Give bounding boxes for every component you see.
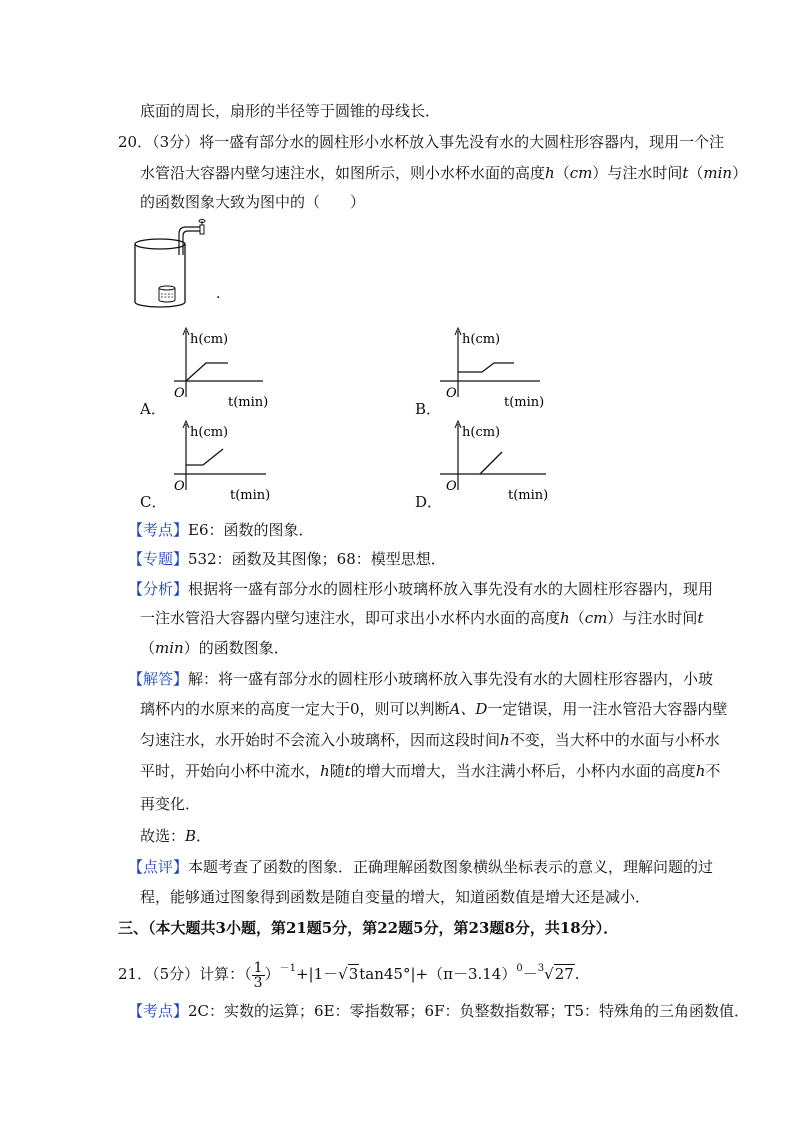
- q21-part3: +|1－: [295, 965, 339, 983]
- q20-jieda-line2: [140, 698, 727, 720]
- q20-fenxi-line3: （min）的函数图象．: [140, 639, 289, 657]
- fenxi-tag: 【分析】: [128, 580, 189, 598]
- option-a-yaxis-label: h(cm): [190, 332, 229, 347]
- q21-kaodian-tag: 【考点】: [128, 1002, 189, 1020]
- option-c-curve: [186, 449, 223, 465]
- q21-number: 21．: [118, 965, 153, 983]
- q20-jieda-line1: [128, 668, 713, 690]
- section3-heading: 三、（本大题共3小题，第21题5分，第22题5分，第23题8分，共18分）．: [118, 919, 619, 937]
- fenxi-line2a: 一注水管沿大容器内壁匀速注水，即可求出小水杯内水面的高度: [140, 609, 561, 627]
- option-b-xaxis-label: t(min): [504, 395, 545, 410]
- option-b-origin: O: [446, 386, 457, 401]
- jieda-AD: A、D: [449, 700, 488, 718]
- jieda-line3a: 匀速注水，水开始时不会流入小玻璃杯，因而这段时间: [140, 731, 501, 749]
- option-b-yaxis-label: h(cm): [462, 332, 501, 347]
- q20-stem-line2b: 与注水时间: [607, 164, 683, 182]
- fenxi-min: min: [155, 639, 184, 657]
- q20-fenxi-line2: 一注水管沿大容器内壁匀速注水，即可求出小水杯内水面的高度h（cm）与注水时间t: [140, 609, 704, 627]
- dianping-tag: 【点评】: [128, 858, 189, 876]
- option-d-label: D．: [415, 493, 443, 511]
- q21-score: （5分）: [152, 965, 200, 983]
- q21-line: 21．（5分）计算：（ $\frac{1}{3}$ ）$^{-1}+|1-√3\tan 45^\circ|+(\pi-3.14)^0-^3√27$.: [118, 959, 580, 991]
- fenxi-t: t: [697, 609, 704, 627]
- fenxi-cm: cm: [584, 609, 608, 627]
- fenxi-line3: 的函数图象．: [198, 639, 289, 657]
- q21-part2: ）: [264, 965, 280, 983]
- continued-text: 底面的周长，扇形的半径等于圆锥的母线长．: [140, 102, 441, 120]
- option-c-origin: O: [174, 479, 185, 494]
- container-figure: [128, 218, 238, 318]
- option-b-label: B．: [415, 400, 442, 418]
- fenxi-line1: 根据将一盛有部分水的圆柱形小玻璃杯放入事先没有水的大圆柱形容器内，现用: [188, 580, 714, 598]
- q20-zhuanti: [128, 548, 446, 570]
- jieda-line3b: 不变，当大杯中的水面与小杯水: [509, 731, 720, 749]
- jieda-h2: h: [320, 762, 330, 780]
- jieda-tag: 【解答】: [128, 670, 189, 688]
- q21-lead: 计算：（: [199, 965, 252, 983]
- option-d-graph[interactable]: [440, 418, 550, 503]
- q20-dianping-line2: 程，能够通过图象得到函数是随自变量的增大，知道函数值是增大还是减小．: [140, 888, 651, 906]
- option-c-graph[interactable]: [168, 418, 273, 503]
- jieda-line2a: 璃杯内的水原来的高度一定大于0，则可以判断: [140, 700, 450, 718]
- q21-frac-den: 3: [253, 974, 263, 991]
- option-a-xaxis-label: t(min): [228, 395, 268, 410]
- q21-cbrt-radicand: 27: [554, 965, 574, 983]
- jieda-t: t: [344, 762, 351, 780]
- q20-min: min: [703, 164, 733, 182]
- option-b-curve: [458, 363, 514, 372]
- answer-choice: B: [185, 827, 197, 845]
- q21-part4: tan45°|+（π－3.14）: [359, 965, 517, 983]
- option-d-curve: [480, 452, 502, 474]
- q21-exp2: 0: [516, 963, 523, 974]
- jieda-line4d: 不: [705, 762, 721, 780]
- q21-kaodian-text: 2C：实数的运算；6E：零指数幂；6F：负整数指数幂；T5：特殊角的三角函数值．: [188, 1002, 750, 1020]
- q20-stem-line3: 的函数图象大致为图中的（ ）: [140, 193, 366, 211]
- option-c-xaxis-label: t(min): [230, 488, 271, 503]
- fenxi-line2b: 与注水时间: [622, 609, 698, 627]
- jieda-h3: h: [695, 762, 706, 780]
- jieda-h1: h: [500, 731, 510, 749]
- q21-exp1: －1: [279, 963, 296, 974]
- option-a-origin: O: [174, 386, 185, 401]
- q20-kaodian: [128, 519, 314, 541]
- q20-score: （3分）: [152, 133, 200, 151]
- kaodian-text: E6：函数的图象．: [188, 521, 314, 539]
- figure-dot: .: [216, 286, 221, 302]
- dianping-line1: 本题考查了函数的图象．正确理解函数图象横纵坐标表示的意义，理解问题的过: [188, 858, 714, 876]
- jieda-line4a: 平时，开始向小杯中流水，: [140, 762, 321, 780]
- q20-stem-line2a: 水管沿大容器内壁匀速注水，如图所示，则小水杯水面的高度: [140, 164, 546, 182]
- option-d-xaxis-label: t(min): [508, 488, 549, 503]
- jieda-line2b: 一定错误，用一注水管沿大容器内壁: [487, 700, 728, 718]
- q20-cm: cm: [569, 164, 593, 182]
- zhuanti-text: 532：函数及其图像；68：模型思想．: [188, 550, 446, 568]
- option-d-origin: O: [446, 479, 457, 494]
- answer-end: ．: [196, 827, 212, 845]
- q20-jieda-line4: [140, 760, 720, 782]
- q21-part5: －: [522, 965, 538, 983]
- option-a-label: A．: [140, 400, 166, 418]
- q21-sqrt-radicand: 3: [348, 965, 359, 983]
- kaodian-tag: 【考点】: [128, 521, 189, 539]
- option-d-yaxis-label: h(cm): [462, 425, 501, 440]
- q21-kaodian: [128, 1000, 749, 1022]
- jieda-line4c: 的增大而增大，当水注满小杯后，小杯内水面的高度: [350, 762, 696, 780]
- q20-stem-line1: 将一盛有部分水的圆柱形小水杯放入事先没有水的大圆柱形容器内，现用一个注: [199, 133, 725, 151]
- q20-t-var: t: [682, 164, 689, 182]
- option-c-yaxis-label: h(cm): [190, 425, 229, 440]
- jieda-line1: 解：将一盛有部分水的圆柱形小玻璃杯放入事先没有水的大圆柱形容器内，小玻: [188, 670, 714, 688]
- q21-end: .: [574, 965, 580, 983]
- q21-frac-num: 1: [253, 959, 263, 976]
- q20-jieda-line5: 再变化．: [140, 795, 201, 813]
- q20-fenxi-line1: [128, 578, 713, 600]
- q20-jieda-line3: [140, 729, 720, 751]
- q21-fraction: [252, 961, 265, 990]
- option-c-label: C．: [140, 493, 167, 511]
- option-b-graph[interactable]: [440, 325, 545, 410]
- option-a-graph[interactable]: [168, 325, 268, 410]
- q20-number: 20．: [118, 133, 153, 151]
- zhuanti-tag: 【专题】: [128, 550, 189, 568]
- q21-cbrt-index: 3: [537, 963, 545, 974]
- q20-line1: [118, 131, 724, 153]
- q20-answer: [140, 825, 211, 847]
- q20-h-var: h: [545, 164, 555, 182]
- jieda-line4b: 随: [329, 762, 345, 780]
- answer-prefix: 故选：: [140, 827, 186, 845]
- option-a-curve: [186, 363, 228, 381]
- q20-dianping-line1: [128, 856, 713, 878]
- fenxi-h: h: [560, 609, 570, 627]
- q20-line2: 水管沿大容器内壁匀速注水，如图所示，则小水杯水面的高度h（cm）与注水时间t（min）: [140, 164, 748, 182]
